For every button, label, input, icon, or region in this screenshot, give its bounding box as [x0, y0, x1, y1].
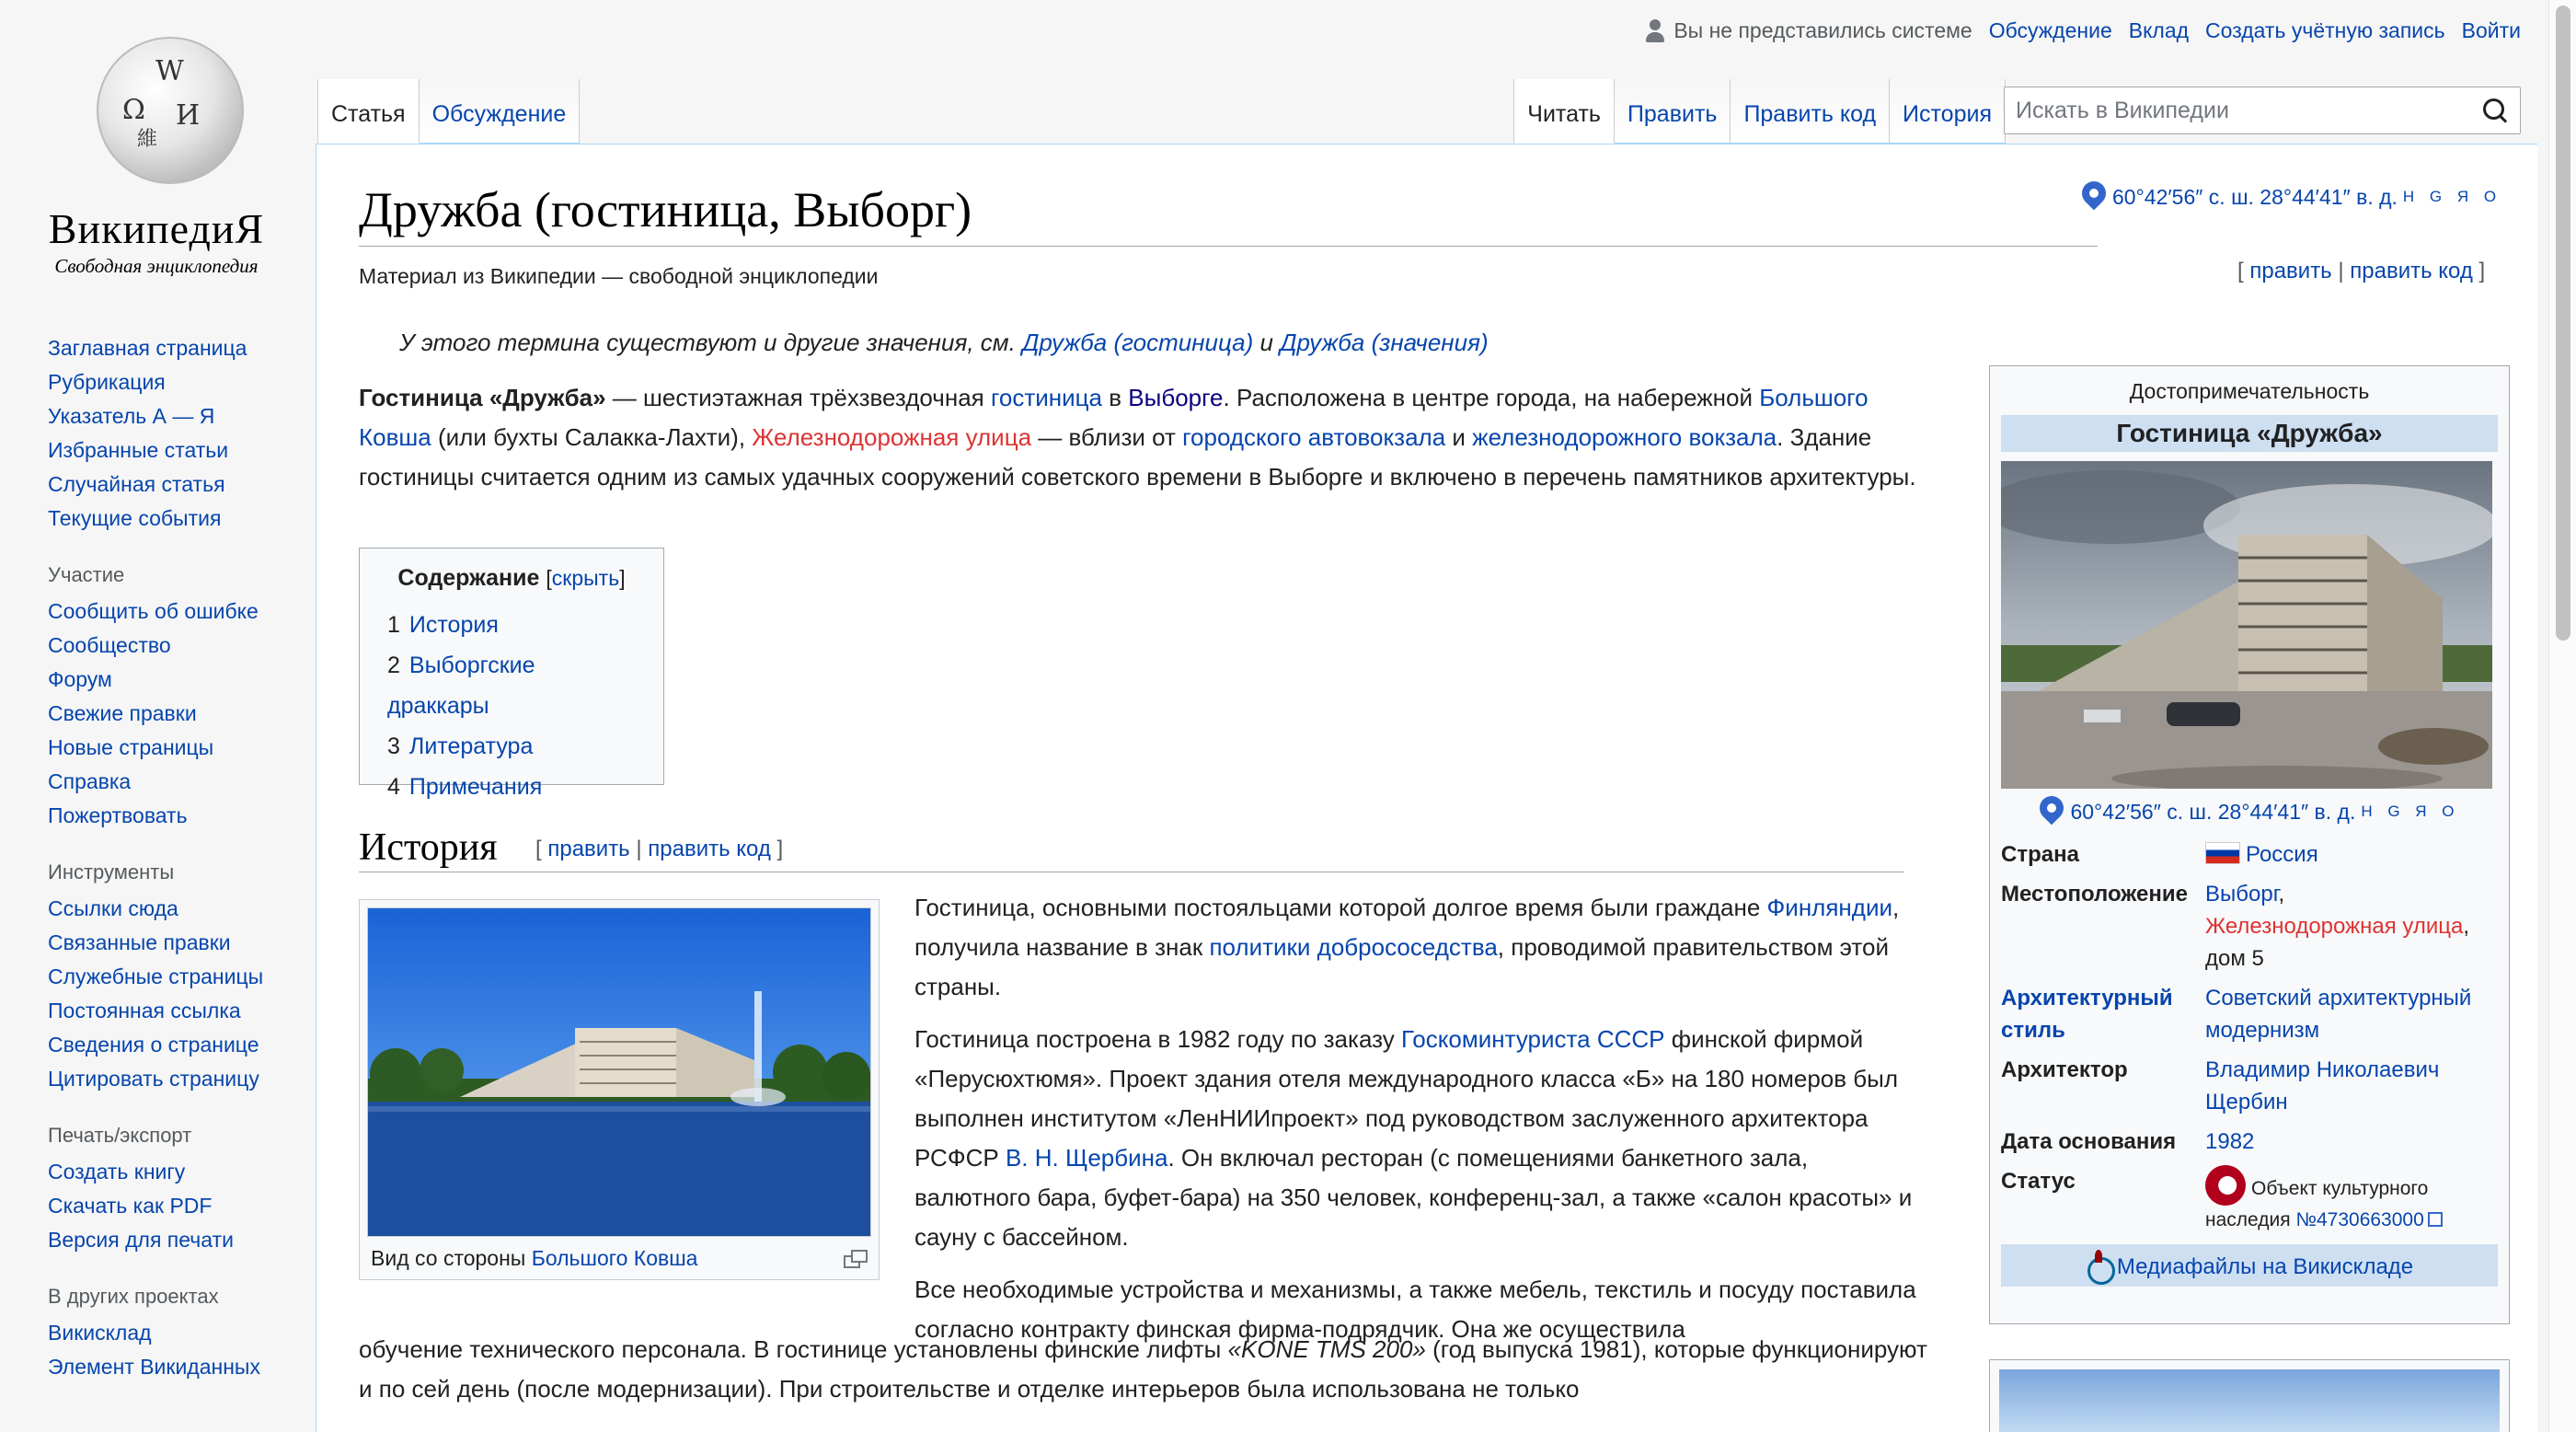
- logo-tagline: Свободная энциклопедия: [54, 255, 259, 277]
- edit-source-link[interactable]: править код: [2350, 259, 2473, 283]
- tab-article[interactable]: Статья: [317, 79, 420, 144]
- wikipedia-logo[interactable]: [28, 28, 285, 278]
- link-good-neighbor[interactable]: политики добрососедства: [1209, 933, 1498, 961]
- sidebar-item-new-pages[interactable]: Новые страницы: [48, 735, 214, 759]
- infobox-title: Гостиница «Дружба»: [2001, 415, 2498, 452]
- redlink-railway-street[interactable]: Железнодорожная улица: [752, 423, 1032, 451]
- edit-link[interactable]: править: [547, 837, 630, 861]
- section-heading-history: История: [359, 826, 498, 869]
- wordmark: ВикипедиЯ: [48, 205, 265, 252]
- toc-title: Содержание: [397, 565, 540, 591]
- link-hotel[interactable]: гостиница: [990, 384, 1103, 411]
- style-label-link[interactable]: Архитектурный стиль: [2001, 986, 2173, 1043]
- infobox-row: Архитектор Владимир Николаевич Щербин: [2001, 1057, 2440, 1114]
- toc-toggle[interactable]: скрыть: [551, 566, 620, 590]
- paragraph: Все необходимые устройства и механизмы, а также мебель, текстиль и посуду поставила согласно контракту финская фирма-подрядчик. Она же осуществила: [914, 1276, 1916, 1343]
- country-link[interactable]: Россия: [2246, 842, 2318, 867]
- history-text: [914, 888, 1926, 1362]
- commons-icon: [2086, 1250, 2111, 1281]
- anon-label: Вы не представились системе: [1673, 18, 1972, 42]
- link-bus-station[interactable]: городского автовокзала: [1182, 423, 1446, 451]
- contributions-link[interactable]: Вклад: [2128, 18, 2190, 42]
- coordinates-link[interactable]: 60°42′56″ с. ш. 28°44′41″ в. д.: [2112, 184, 2398, 209]
- tab-talk[interactable]: Обсуждение: [420, 79, 581, 144]
- coordinates: [2081, 181, 2501, 213]
- toc-item[interactable]: 2 Выборгские драккары: [387, 652, 535, 719]
- link-scherbin[interactable]: В. Н. Щербина: [1005, 1144, 1168, 1172]
- second-photo[interactable]: [1999, 1369, 2500, 1432]
- sidebar-item-page-info[interactable]: Сведения о странице: [48, 1033, 259, 1057]
- sidebar-item-download-pdf[interactable]: Скачать как PDF: [48, 1194, 213, 1218]
- sidebar-item-random[interactable]: Случайная статья: [48, 472, 225, 496]
- infobox-above: Достопримечательность: [2129, 379, 2370, 403]
- sidebar-item-help[interactable]: Справка: [48, 769, 132, 793]
- edit-link[interactable]: править: [2249, 259, 2332, 283]
- map-pin-icon[interactable]: [2081, 181, 2107, 213]
- user-icon: [1644, 19, 1666, 43]
- talk-link[interactable]: Обсуждение: [1988, 18, 2112, 42]
- infobox-table: [2001, 835, 2498, 1239]
- sidebar-item-categories[interactable]: Рубрикация: [48, 370, 166, 394]
- sidebar-item-what-links-here[interactable]: Ссылки сюда: [48, 896, 178, 920]
- sidebar-item-forum[interactable]: Форум: [48, 667, 112, 691]
- link-bolshoy-kovsh[interactable]: Большого Ковша: [359, 384, 1869, 451]
- map-pin-icon[interactable]: [2039, 796, 2064, 827]
- sidebar-item-recent-changes[interactable]: Свежие правки: [48, 701, 197, 725]
- create-account-link[interactable]: Создать учётную запись: [2205, 18, 2445, 42]
- caption-link[interactable]: Большого Ковша: [531, 1246, 698, 1270]
- puzzle-globe-icon: W Ω И 維: [60, 28, 253, 202]
- architect-link[interactable]: Владимир Николаевич Щербин: [2205, 1057, 2440, 1114]
- personal-tools: [1644, 18, 2521, 43]
- commons-link[interactable]: Медиафайлы на Викискладе: [2116, 1254, 2414, 1279]
- tab-edit-source[interactable]: Править код: [1731, 79, 1890, 144]
- thumbnail: [359, 899, 880, 1280]
- sidebar-item-printable[interactable]: Версия для печати: [48, 1228, 234, 1252]
- sidebar-item-cite[interactable]: Цитировать страницу: [48, 1067, 259, 1091]
- tab-edit[interactable]: Править: [1615, 79, 1731, 144]
- coord-map-links[interactable]: H G Я O: [2361, 803, 2460, 820]
- toc-item[interactable]: 4 Примечания: [387, 774, 543, 800]
- hatnote-link-1[interactable]: Дружба (гостиница): [1022, 329, 1254, 356]
- hotel-photo-from-water[interactable]: [367, 907, 871, 1237]
- infobox-row: Статус Объект культурного наследия №4730663000: [2001, 1161, 2498, 1239]
- page-title: Дружба (гостиница, Выборг): [359, 182, 972, 237]
- scrollbar[interactable]: [2548, 0, 2576, 1432]
- sidebar-item-wikidata[interactable]: Элемент Викиданных: [48, 1355, 260, 1379]
- login-link[interactable]: Войти: [2461, 18, 2521, 42]
- sidebar-item-commons[interactable]: Викисклад: [48, 1321, 152, 1345]
- coord-map-links[interactable]: H G Я O: [2402, 188, 2502, 205]
- link-goskomintourist[interactable]: Госкоминтуриста СССР: [1400, 1025, 1665, 1053]
- infobox-coordinates: [2001, 796, 2498, 827]
- anon-status: [1644, 18, 1972, 43]
- table-of-contents: Содержание [скрыть] 1 История 2 Выборгские драккары 3 Литература 4 Примечания: [359, 548, 664, 785]
- sidebar-item-community[interactable]: Сообщество: [48, 633, 171, 657]
- search-box: [2004, 87, 2521, 134]
- street-redlink[interactable]: Железнодорожная улица: [2205, 914, 2464, 939]
- second-image-box: [1989, 1359, 2510, 1432]
- edit-section-links: [ править | править код ]: [535, 837, 784, 861]
- infobox-row: Местоположение Выборг, Железнодорожная улица, дом 5: [2001, 882, 2470, 971]
- heritage-emblem-icon: [2205, 1165, 2246, 1206]
- toc-item[interactable]: 3 Литература: [387, 733, 534, 759]
- style-link[interactable]: Советский архитектурный модернизм: [2205, 986, 2472, 1043]
- sidebar-item-create-book[interactable]: Создать книгу: [48, 1160, 186, 1184]
- portal-heading: Инструменты: [48, 860, 175, 883]
- coordinates-link[interactable]: 60°42′56″ с. ш. 28°44′41″ в. д.: [2070, 799, 2356, 824]
- portal-tools: [48, 860, 315, 1096]
- sidebar: [48, 331, 315, 1384]
- portal-heading: В других проектах: [48, 1285, 219, 1308]
- toc-item[interactable]: 1 История: [387, 612, 499, 638]
- edit-section-links: [ править | править код ]: [2237, 259, 2486, 283]
- sidebar-item-donate[interactable]: Пожертвовать: [48, 803, 188, 827]
- tab-read[interactable]: Читать: [1513, 79, 1615, 144]
- infobox-row: Дата основания 1982: [2001, 1129, 2255, 1154]
- hatnote: У этого термина существуют и другие значения, см. Дружба (гостиница) и Дружба (значения): [399, 329, 1489, 356]
- paragraph: Гостиница построена в 1982 году по заказу Госкоминтуриста СССР финской фирмой «Перусюхтюмя». Проект здания отеля международного класса «Б» на 180 номеров был выполнен институтом «ЛенНИИпроект» под руководством заслуженного архитектора РСФСР В. Н. Щербина. Он включал ресторан (с помещениями банкетного зала, валютного бара, буфет-бара) на 350 человек, конференц-зал, а также «салон красоты» и сауну с бассейном.: [914, 1025, 1913, 1251]
- infobox: [1989, 365, 2510, 1324]
- sidebar-item-special-pages[interactable]: Служебные страницы: [48, 964, 264, 988]
- content-area: [316, 144, 2537, 1432]
- search-input[interactable]: [2016, 98, 2481, 124]
- history-text-continued: обучение технического персонала. В гостинице установлены финские лифты «KONE TMS 200» (год выпуска 1981), которые функционируют и по сей день (после модернизации). При строительстве и отделке интерьеров была использована не только: [359, 1335, 1927, 1403]
- portal-heading: Печать/экспорт: [48, 1124, 192, 1147]
- hatnote-link-2[interactable]: Дружба (значения): [1280, 329, 1489, 356]
- hotel-photo[interactable]: [2001, 461, 2492, 789]
- link-railway-station[interactable]: железнодорожного вокзала: [1472, 423, 1777, 451]
- sidebar-item-main-page[interactable]: Заглавная страница: [48, 336, 247, 360]
- lead-paragraph: Гостиница «Дружба» — шестиэтажная трёхзвездочная гостиница в Выборге. Расположена в центре города, на набережной Большого Ковша (или бухты Салакка-Лахти), Железнодорожная улица — вблизи от городского автовокзала и железнодорожного вокзала. Здание гостиницы считается одним из самых удачных сооружений советского времени в Выборге и включено в перечень памятников архитектуры.: [359, 384, 1916, 491]
- portal-projects: [48, 1285, 315, 1384]
- sidebar-item-related-changes[interactable]: Связанные правки: [48, 930, 231, 954]
- sidebar-item-current-events[interactable]: Текущие события: [48, 506, 222, 530]
- infobox-row: Страна Россия: [2001, 842, 2318, 867]
- external-link-icon: [2428, 1212, 2443, 1227]
- sidebar-item-index[interactable]: Указатель А — Я: [48, 404, 215, 428]
- edit-source-link[interactable]: править код: [648, 837, 771, 861]
- link-finland[interactable]: Финляндии: [1766, 894, 1893, 921]
- portal-participation: [48, 563, 315, 833]
- russia-flag-icon: [2205, 842, 2240, 864]
- sidebar-item-featured[interactable]: Избранные статьи: [48, 438, 229, 462]
- view-tabs: [1513, 79, 2006, 144]
- heritage-number-link[interactable]: №4730663000: [2295, 1209, 2424, 1230]
- namespace-tabs: [317, 79, 580, 144]
- tab-history[interactable]: История: [1890, 79, 2006, 144]
- sidebar-nav: [48, 331, 315, 536]
- portal-heading: Участие: [48, 563, 125, 586]
- site-subtitle: Материал из Википедии — свободной энциклопедии: [359, 264, 879, 288]
- founded-link[interactable]: 1982: [2205, 1129, 2255, 1154]
- thumb-caption: Вид со стороны Большого Ковша: [367, 1246, 871, 1271]
- infobox-row: [2001, 978, 2498, 1050]
- city-link[interactable]: Выборг: [2205, 882, 2279, 907]
- scrollbar-thumb[interactable]: [2556, 6, 2570, 641]
- portal-print: [48, 1124, 315, 1257]
- magnify-icon[interactable]: [844, 1250, 864, 1266]
- commons-link-bar[interactable]: [2001, 1244, 2498, 1287]
- search-icon[interactable]: [2481, 97, 2509, 124]
- paragraph: Гостиница, основными постояльцами которой долгое время были граждане Финляндии, получила название в знак политики добрососедства, проводимой правительством этой страны.: [914, 894, 1900, 1000]
- link-vyborg[interactable]: Выборге: [1128, 384, 1224, 411]
- sidebar-item-permalink[interactable]: Постоянная ссылка: [48, 999, 241, 1022]
- sidebar-item-report-error[interactable]: Сообщить об ошибке: [48, 599, 259, 623]
